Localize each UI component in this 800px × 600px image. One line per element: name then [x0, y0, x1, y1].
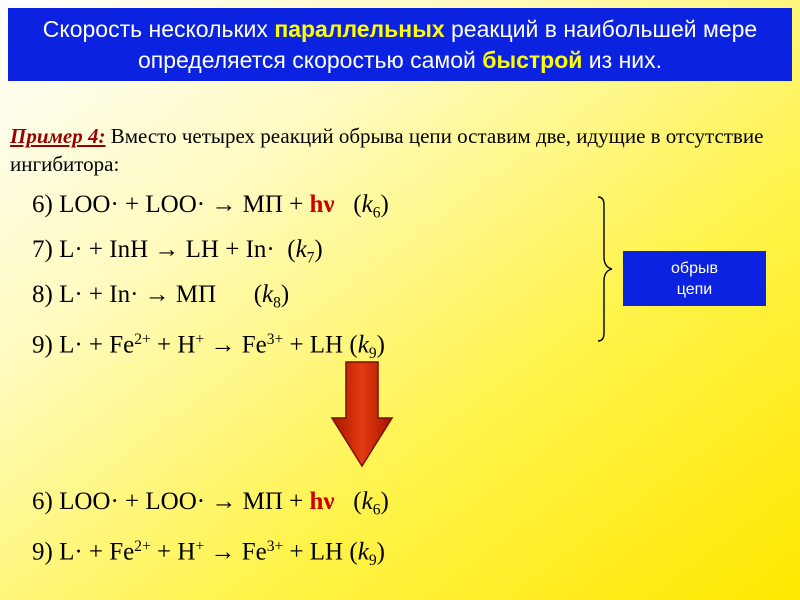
rate-constant: k [361, 191, 373, 218]
reaction-equation: LOO· + LOO· → МП + [59, 488, 310, 515]
reaction-equation-mid2: → Fe [204, 331, 267, 359]
title-highlight-parallel: параллельных [274, 16, 445, 42]
rate-constant: k [361, 488, 373, 515]
reaction-number: 6) [32, 191, 53, 218]
reaction-equation: LOO· + LOO· → МП + [59, 191, 310, 218]
reaction-equation: L· + InH → LH + In· [59, 236, 275, 263]
reaction-equation-mid2: → Fe [204, 538, 267, 566]
rate-constant-index: 8 [273, 294, 281, 312]
reaction-equation: L· + In· → МП [59, 281, 217, 308]
charge-superscript: 3+ [266, 538, 284, 555]
reaction-number: 6) [32, 488, 53, 515]
photon-hv: hν [309, 488, 335, 515]
chain-break-line1: обрыв [671, 259, 718, 277]
reaction-number: 9) [32, 331, 53, 359]
title-text-2: реакций в наибольшей мере определяется скоростью самой [137, 16, 758, 73]
right-brace-icon [596, 195, 620, 343]
reaction-equation-mid: + H [150, 331, 196, 359]
reaction-6: 6) LOO· + LOO· → МП + hν $(k_6)$ [32, 191, 389, 222]
charge-superscript: 2+ [134, 331, 151, 348]
charge-superscript: + [195, 538, 205, 555]
chain-break-label [623, 251, 766, 306]
reaction-equation-mid: + H [150, 538, 196, 566]
charge-superscript: + [195, 331, 205, 348]
chain-break-line2: цепи [676, 280, 713, 298]
charge-superscript: 3+ [266, 331, 284, 348]
example-label: Пример 4: [10, 124, 106, 148]
reaction-number: 9) [32, 538, 53, 566]
rate-constant-index: 9 [368, 344, 377, 362]
rate-constant: k [295, 236, 307, 263]
rate-constant-index: 6 [372, 501, 381, 519]
rate-constant: k [357, 538, 369, 566]
reaction-7: 7) L· + InH → LH + $In\cdot (k_7)$ [32, 236, 323, 267]
rate-constant-index: 6 [372, 204, 381, 222]
reaction-number: 8) [32, 281, 53, 308]
reaction-9: 9) $L\cdot + Fe^{2+} + H^+ \to Fe^{3+}$ + LH $(k_9)$ [32, 331, 385, 362]
rate-constant: k [262, 281, 274, 308]
title-text-1: Скорость нескольких [42, 16, 275, 42]
title-box [8, 8, 792, 81]
reaction-equation-pre: L· + Fe [59, 538, 135, 566]
rate-constant-index: 9 [368, 551, 377, 569]
example-text: Вместо четырех реакций обрыва цепи оставим две, идущие в отсутствие ингибитора: [10, 124, 764, 176]
reaction-number: 7) [32, 236, 53, 263]
reaction-6-result: 6) LOO· + LOO· → МП + hν $(k_6)$ [32, 488, 389, 519]
reaction-9-result: 9) $L\cdot + Fe^{2+} + H^+ \to Fe^{3+}$ + LH $(k_9)$ [32, 538, 385, 569]
example-paragraph [10, 122, 770, 178]
title-highlight-fastest: быстрой [482, 47, 583, 73]
photon-hv: hν [309, 191, 335, 218]
down-arrow-icon [330, 360, 394, 468]
title-text-3: из них. [582, 47, 663, 73]
rate-constant: k [357, 331, 369, 359]
reaction-equation-post: + LH [283, 331, 350, 359]
charge-superscript: 2+ [134, 538, 151, 555]
reaction-8: 8) L· + In· → МП $(k_8)$ [32, 281, 290, 312]
rate-constant-index: 7 [306, 249, 315, 267]
reaction-equation-post: + LH [283, 538, 350, 566]
reaction-equation-pre: L· + Fe [59, 331, 135, 359]
